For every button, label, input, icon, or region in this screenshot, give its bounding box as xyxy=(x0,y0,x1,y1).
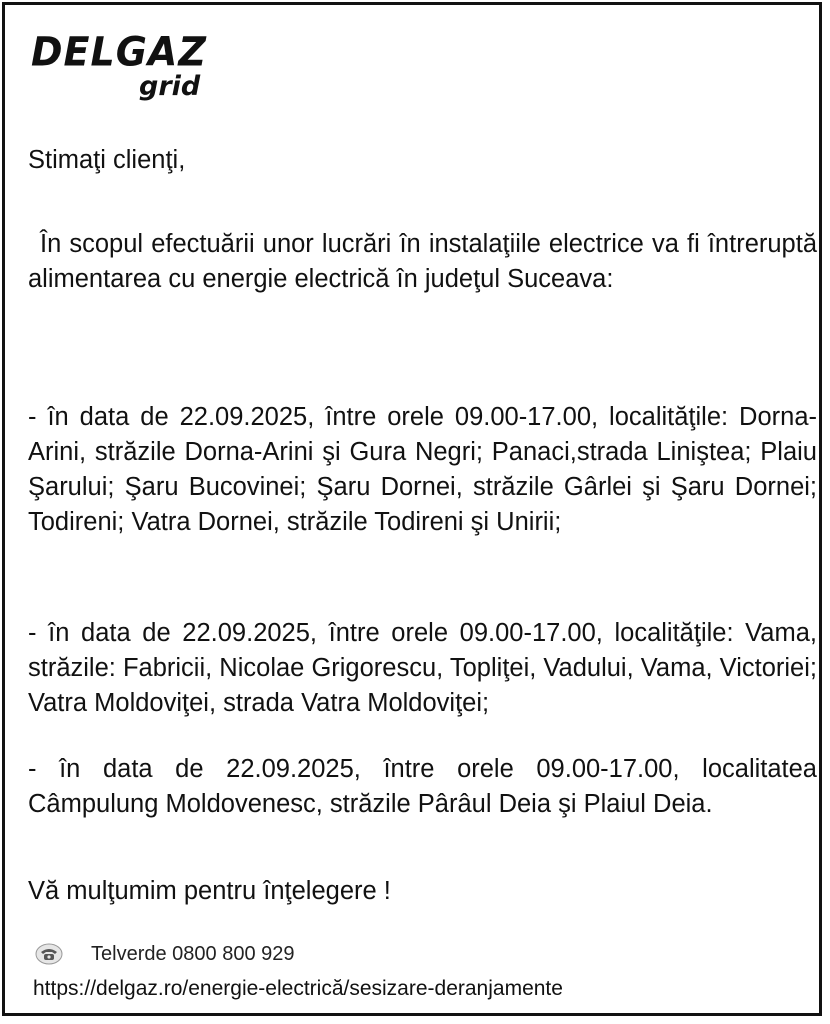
greeting: Stimaţi clienţi, xyxy=(28,146,186,174)
notice-frame xyxy=(2,2,822,1016)
delgaz-grid-logo xyxy=(31,28,231,108)
telephone-icon xyxy=(35,943,63,965)
outage-item-1: - în data de 22.09.2025, între orele 09.00-17.00, localităţile: Dorna-Arini, străzile Dorna-Arini şi Gura Negri; Panaci,strada Liniştea; Plaiu Şarului; Şaru Bucovinei; Şaru Dornei, străzile Gârlei şi Şaru Dornei; Todireni; Vatra Dornei, străzile Todireni şi Unirii; xyxy=(28,403,817,536)
thanks-line: Vă mulţumim pentru înţelegere ! xyxy=(28,877,391,905)
phone-number: Telverde 0800 800 929 xyxy=(91,942,295,965)
website-link[interactable]: https://delgaz.ro/energie-electrică/sesizare-deranjamente xyxy=(33,977,563,1000)
logo-sub: grid xyxy=(139,71,201,102)
logo-brand: DELGAZ xyxy=(31,28,207,76)
outage-item-3: - în data de 22.09.2025, între orele 09.00-17.00, localitatea Câmpulung Moldovenesc, străzile Pârâul Deia şi Plaiul Deia. xyxy=(28,755,817,818)
outage-item-2: - în data de 22.09.2025, între orele 09.00-17.00, localităţile: Vama, străzile: Fabricii, Nicolae Grigorescu, Topliţei, Vadului, Vama, Victoriei; Vatra Moldoviţei, strada Vatra Moldoviţei; xyxy=(28,619,817,717)
phone-row xyxy=(35,939,295,969)
intro-paragraph: În scopul efectuării unor lucrări în instalaţiile electrice va fi întreruptă alimentarea cu energie electrică în judeţul Suceava: xyxy=(28,230,817,293)
